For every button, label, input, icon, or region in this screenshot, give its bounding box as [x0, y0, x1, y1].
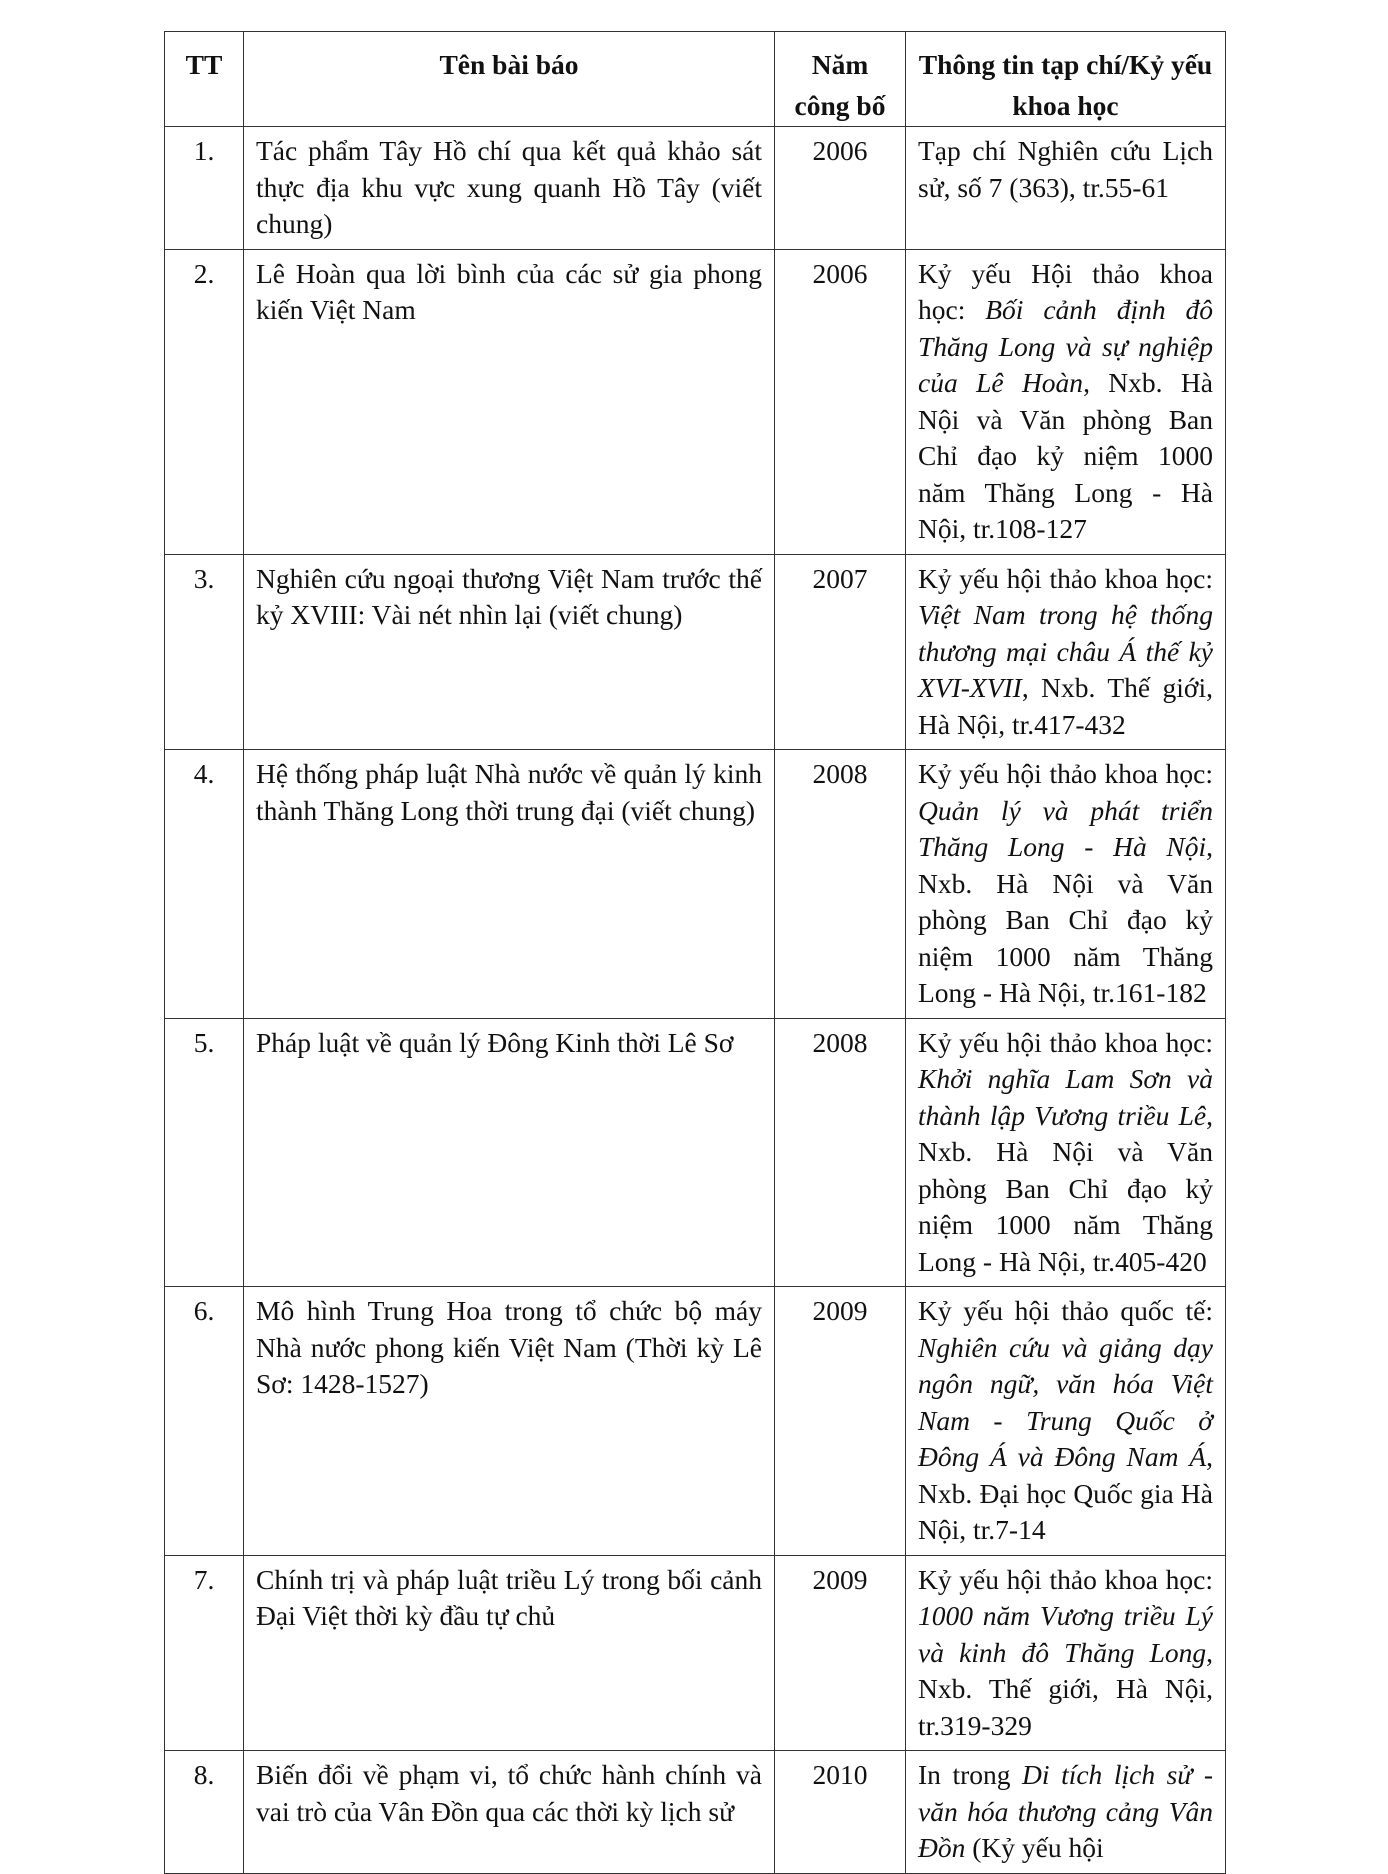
article-title: Chính trị và pháp luật triều Lý trong bối cảnh Đại Việt thời kỳ đầu tự chủ	[244, 1555, 775, 1751]
article-title: Tác phẩm Tây Hồ chí qua kết quả khảo sát thực địa khu vực xung quanh Hồ Tây (viết chung)	[244, 127, 775, 250]
header-year: Năm công bố	[775, 32, 906, 127]
publication-year: 2009	[775, 1555, 906, 1751]
article-title: Hệ thống pháp luật Nhà nước về quản lý kinh thành Thăng Long thời trung đại (viết chung)	[244, 750, 775, 1019]
info-italic-title: Di tích lịch sử - văn hóa thương cảng Vân Đồn	[918, 1759, 1213, 1863]
info-text-after: , Nxb. Hà Nội và Văn phòng Ban Chỉ đạo kỷ niệm 1000 năm Thăng Long - Hà Nội, tr.161-182	[918, 831, 1213, 1008]
info-text: Kỷ yếu hội thảo quốc tế:	[918, 1295, 1213, 1326]
info-text-after: , Nxb. Đại học Quốc gia Hà Nội, tr.7-14	[918, 1441, 1213, 1545]
header-title: Tên bài báo	[244, 32, 775, 127]
info-text: Kỷ yếu hội thảo khoa học:	[918, 562, 1213, 594]
row-number: 3.	[165, 554, 244, 750]
journal-info	[906, 554, 1226, 750]
journal-info	[906, 1287, 1226, 1556]
row-number: 6.	[165, 1287, 244, 1556]
publication-year: 2009	[775, 1287, 906, 1556]
info-italic-title: Quản lý và phát triển Thăng Long - Hà Nội	[918, 794, 1213, 862]
info-text-after: , Nxb. Thế giới, Hà Nội, tr.417-432	[918, 672, 1213, 740]
publication-year: 2007	[775, 554, 906, 750]
table-row	[165, 249, 1226, 554]
table-row	[165, 1018, 1226, 1287]
table-row	[165, 1287, 1226, 1556]
publication-year: 2006	[775, 249, 906, 554]
publication-year: 2006	[775, 127, 906, 250]
info-text-after: (Kỷ yếu hội	[965, 1832, 1104, 1863]
info-text: Kỷ yếu hội thảo khoa học:	[918, 1563, 1213, 1595]
publication-year: 2010	[775, 1751, 906, 1874]
journal-info	[906, 127, 1226, 250]
info-italic-title: Bối cảnh định đô Thăng Long và sự nghiệp của Lê Hoàn	[918, 294, 1213, 398]
info-italic-title: 1000 năm Vương triều Lý và kinh đô Thăng Long	[918, 1600, 1213, 1668]
info-text: Kỷ yếu Hội thảo khoa học:	[918, 257, 1213, 325]
publication-year: 2008	[775, 750, 906, 1019]
info-italic-title: Khởi nghĩa Lam Sơn và thành lập Vương triều Lê	[918, 1063, 1213, 1131]
info-text: Kỷ yếu hội thảo khoa học:	[918, 758, 1213, 789]
info-text: Kỷ yếu hội thảo khoa học:	[918, 1026, 1213, 1058]
info-text-after: , Nxb. Hà Nội và Văn phòng Ban Chỉ đạo kỷ niệm 1000 năm Thăng Long - Hà Nội, tr.108-127	[918, 367, 1213, 544]
info-italic-title: Việt Nam trong hệ thống thương mại châu Á thế kỷ XVI-XVII	[918, 599, 1213, 703]
info-italic-title: Nghiên cứu và giảng dạy ngôn ngữ, văn hóa Việt Nam - Trung Quốc ở Đông Á và Đông Nam Á	[918, 1331, 1213, 1472]
article-title: Nghiên cứu ngoại thương Việt Nam trước thế kỷ XVIII: Vài nét nhìn lại (viết chung)	[244, 554, 775, 750]
table-row	[165, 554, 1226, 750]
header-tt: TT	[165, 32, 244, 127]
article-title: Mô hình Trung Hoa trong tổ chức bộ máy Nhà nước phong kiến Việt Nam (Thời kỳ Lê Sơ: 1428-1527)	[244, 1287, 775, 1556]
table-row	[165, 750, 1226, 1019]
row-number: 2.	[165, 249, 244, 554]
article-title: Biến đổi về phạm vi, tổ chức hành chính và vai trò của Vân Đồn qua các thời kỳ lịch sử	[244, 1751, 775, 1874]
row-number: 8.	[165, 1751, 244, 1874]
table-row	[165, 1555, 1226, 1751]
journal-info	[906, 1018, 1226, 1287]
journal-info	[906, 1555, 1226, 1751]
publications-table	[164, 31, 1226, 1874]
journal-info	[906, 750, 1226, 1019]
article-title: Lê Hoàn qua lời bình của các sử gia phong kiến Việt Nam	[244, 249, 775, 554]
article-title: Pháp luật về quản lý Đông Kinh thời Lê Sơ	[244, 1018, 775, 1287]
row-number: 7.	[165, 1555, 244, 1751]
info-text-after: , Nxb. Thế giới, Hà Nội, tr.319-329	[918, 1636, 1213, 1741]
row-number: 5.	[165, 1018, 244, 1287]
journal-info	[906, 1751, 1226, 1874]
table-header-row	[165, 32, 1226, 127]
table-row	[165, 1751, 1226, 1874]
header-info: Thông tin tạp chí/Kỷ yếu khoa học	[906, 32, 1226, 127]
publication-year: 2008	[775, 1018, 906, 1287]
journal-info	[906, 249, 1226, 554]
table-row	[165, 127, 1226, 250]
info-text: In trong	[918, 1759, 1023, 1790]
info-text: Tạp chí Nghiên cứu Lịch sử, số 7 (363), tr.55-61	[918, 135, 1213, 203]
info-text-after: , Nxb. Hà Nội và Văn phòng Ban Chỉ đạo kỷ niệm 1000 năm Thăng Long - Hà Nội, tr.405-420	[918, 1099, 1213, 1277]
row-number: 4.	[165, 750, 244, 1019]
row-number: 1.	[165, 127, 244, 250]
